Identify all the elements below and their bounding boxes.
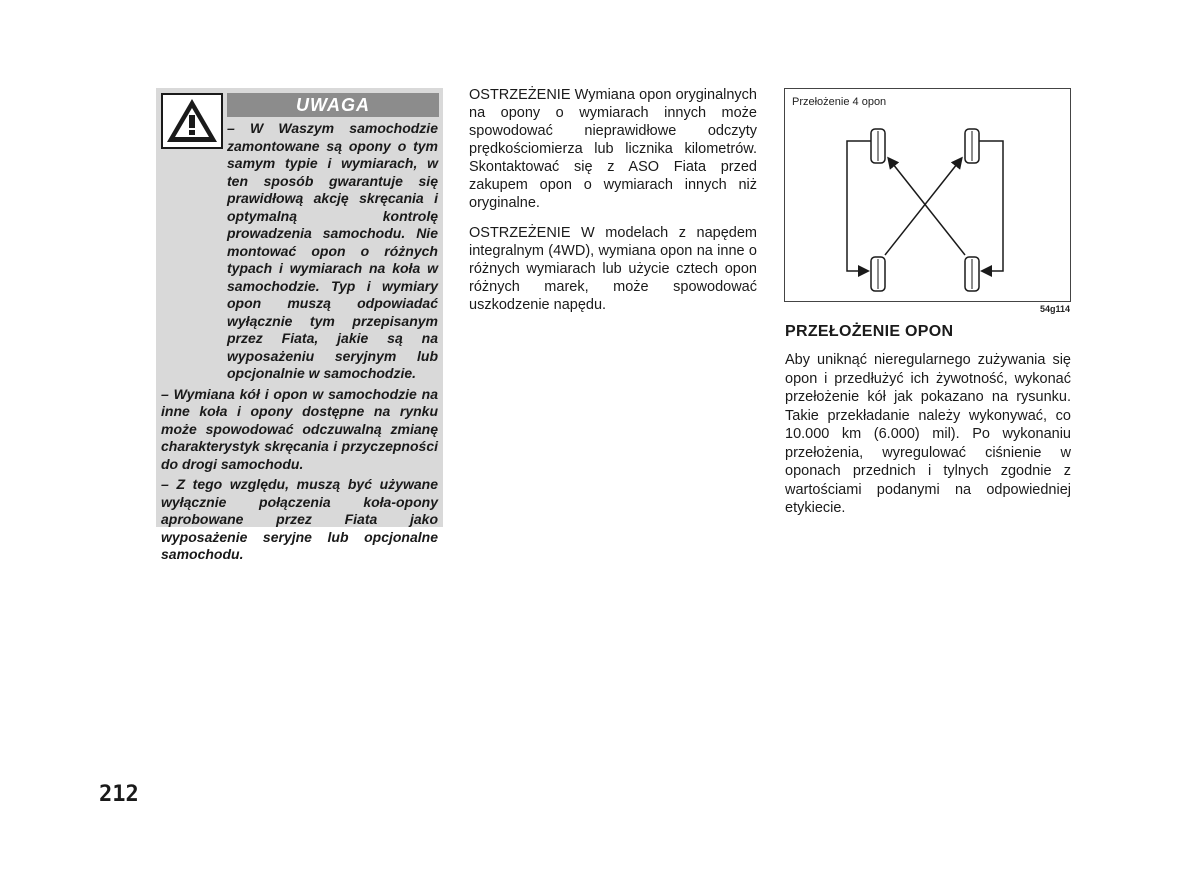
section-title: PRZEŁOŻENIE OPON (785, 323, 954, 340)
figure-caption: Przełożenie 4 opon (792, 96, 887, 108)
warning-paragraph-1: – W Waszym samochodzie zamontowane są opony o tym samym typie i wymiarach, w ten sposób gwarantuje się prawidłową akcję skręcania i optymalną kontrolę prowadzenia samochodu. Nie montować opon o różnych typach i wymiarach na koła w samochodzie. Typ i wymiary opon muszą odpowiadać wyłącznie tym przepisanym przez Fiata, jakie są na wyposażeniu seryjnym lub opcjonalnie w samochodzie. (227, 120, 438, 381)
warning-paragraph-3: – Z tego względu, muszą być używane wyłącznie połączenia koła-opony aprobowane przez Fiata jako wyposażenie seryjne lub opcjonalne samochodu. (161, 476, 438, 562)
page-number: 212 (99, 782, 139, 807)
warning-text (161, 120, 438, 567)
caution-paragraph-2: OSTRZEŻENIE W modelach z napędem integralnym (4WD), wymiana opon na inne o różnych wymiarach lub użycie cztech opon różnych marek, może spowodować uszkodzenie napędu. (469, 225, 757, 313)
warning-title: UWAGA (227, 93, 439, 117)
section-text: Aby uniknąć nieregularnego zużywania się opon i przedłużyć ich żywotność, wykonać przełożenie kół jak pokazano na rysunku. Takie przekładanie należy wykonywać, co 10.000 km (6.000) mil). Po wykonaniu przełożenia, wyregulować ciśnienie w oponach przednich i tylnych zgodnie z wartościami podanymi na odpowiedniej etykiecie. (785, 352, 1071, 516)
caution-paragraph-1: OSTRZEŻENIE Wymiana opon oryginalnych na opony o wymiarach innych może spowodować nieprawidłowe odczyty prędkościomierza lub licznika kilometrów. Skontaktować się z ASO Fiata przed zakupem opon o wymiarach innych niż oryginalne. (469, 87, 757, 211)
middle-column (469, 86, 757, 326)
tire-rotation-diagram (785, 89, 1070, 301)
tire-rotation-figure (784, 88, 1071, 302)
right-column (785, 323, 1071, 518)
figure-code: 54g114 (1040, 304, 1071, 314)
warning-paragraph-2: – Wymiana kół i opon w samochodzie na inne koła i opony dostępne na rynku może spowodować odczuwalną zmianę charakterystyk skręcania i przyczepności do drogi samochodu. (161, 385, 438, 472)
